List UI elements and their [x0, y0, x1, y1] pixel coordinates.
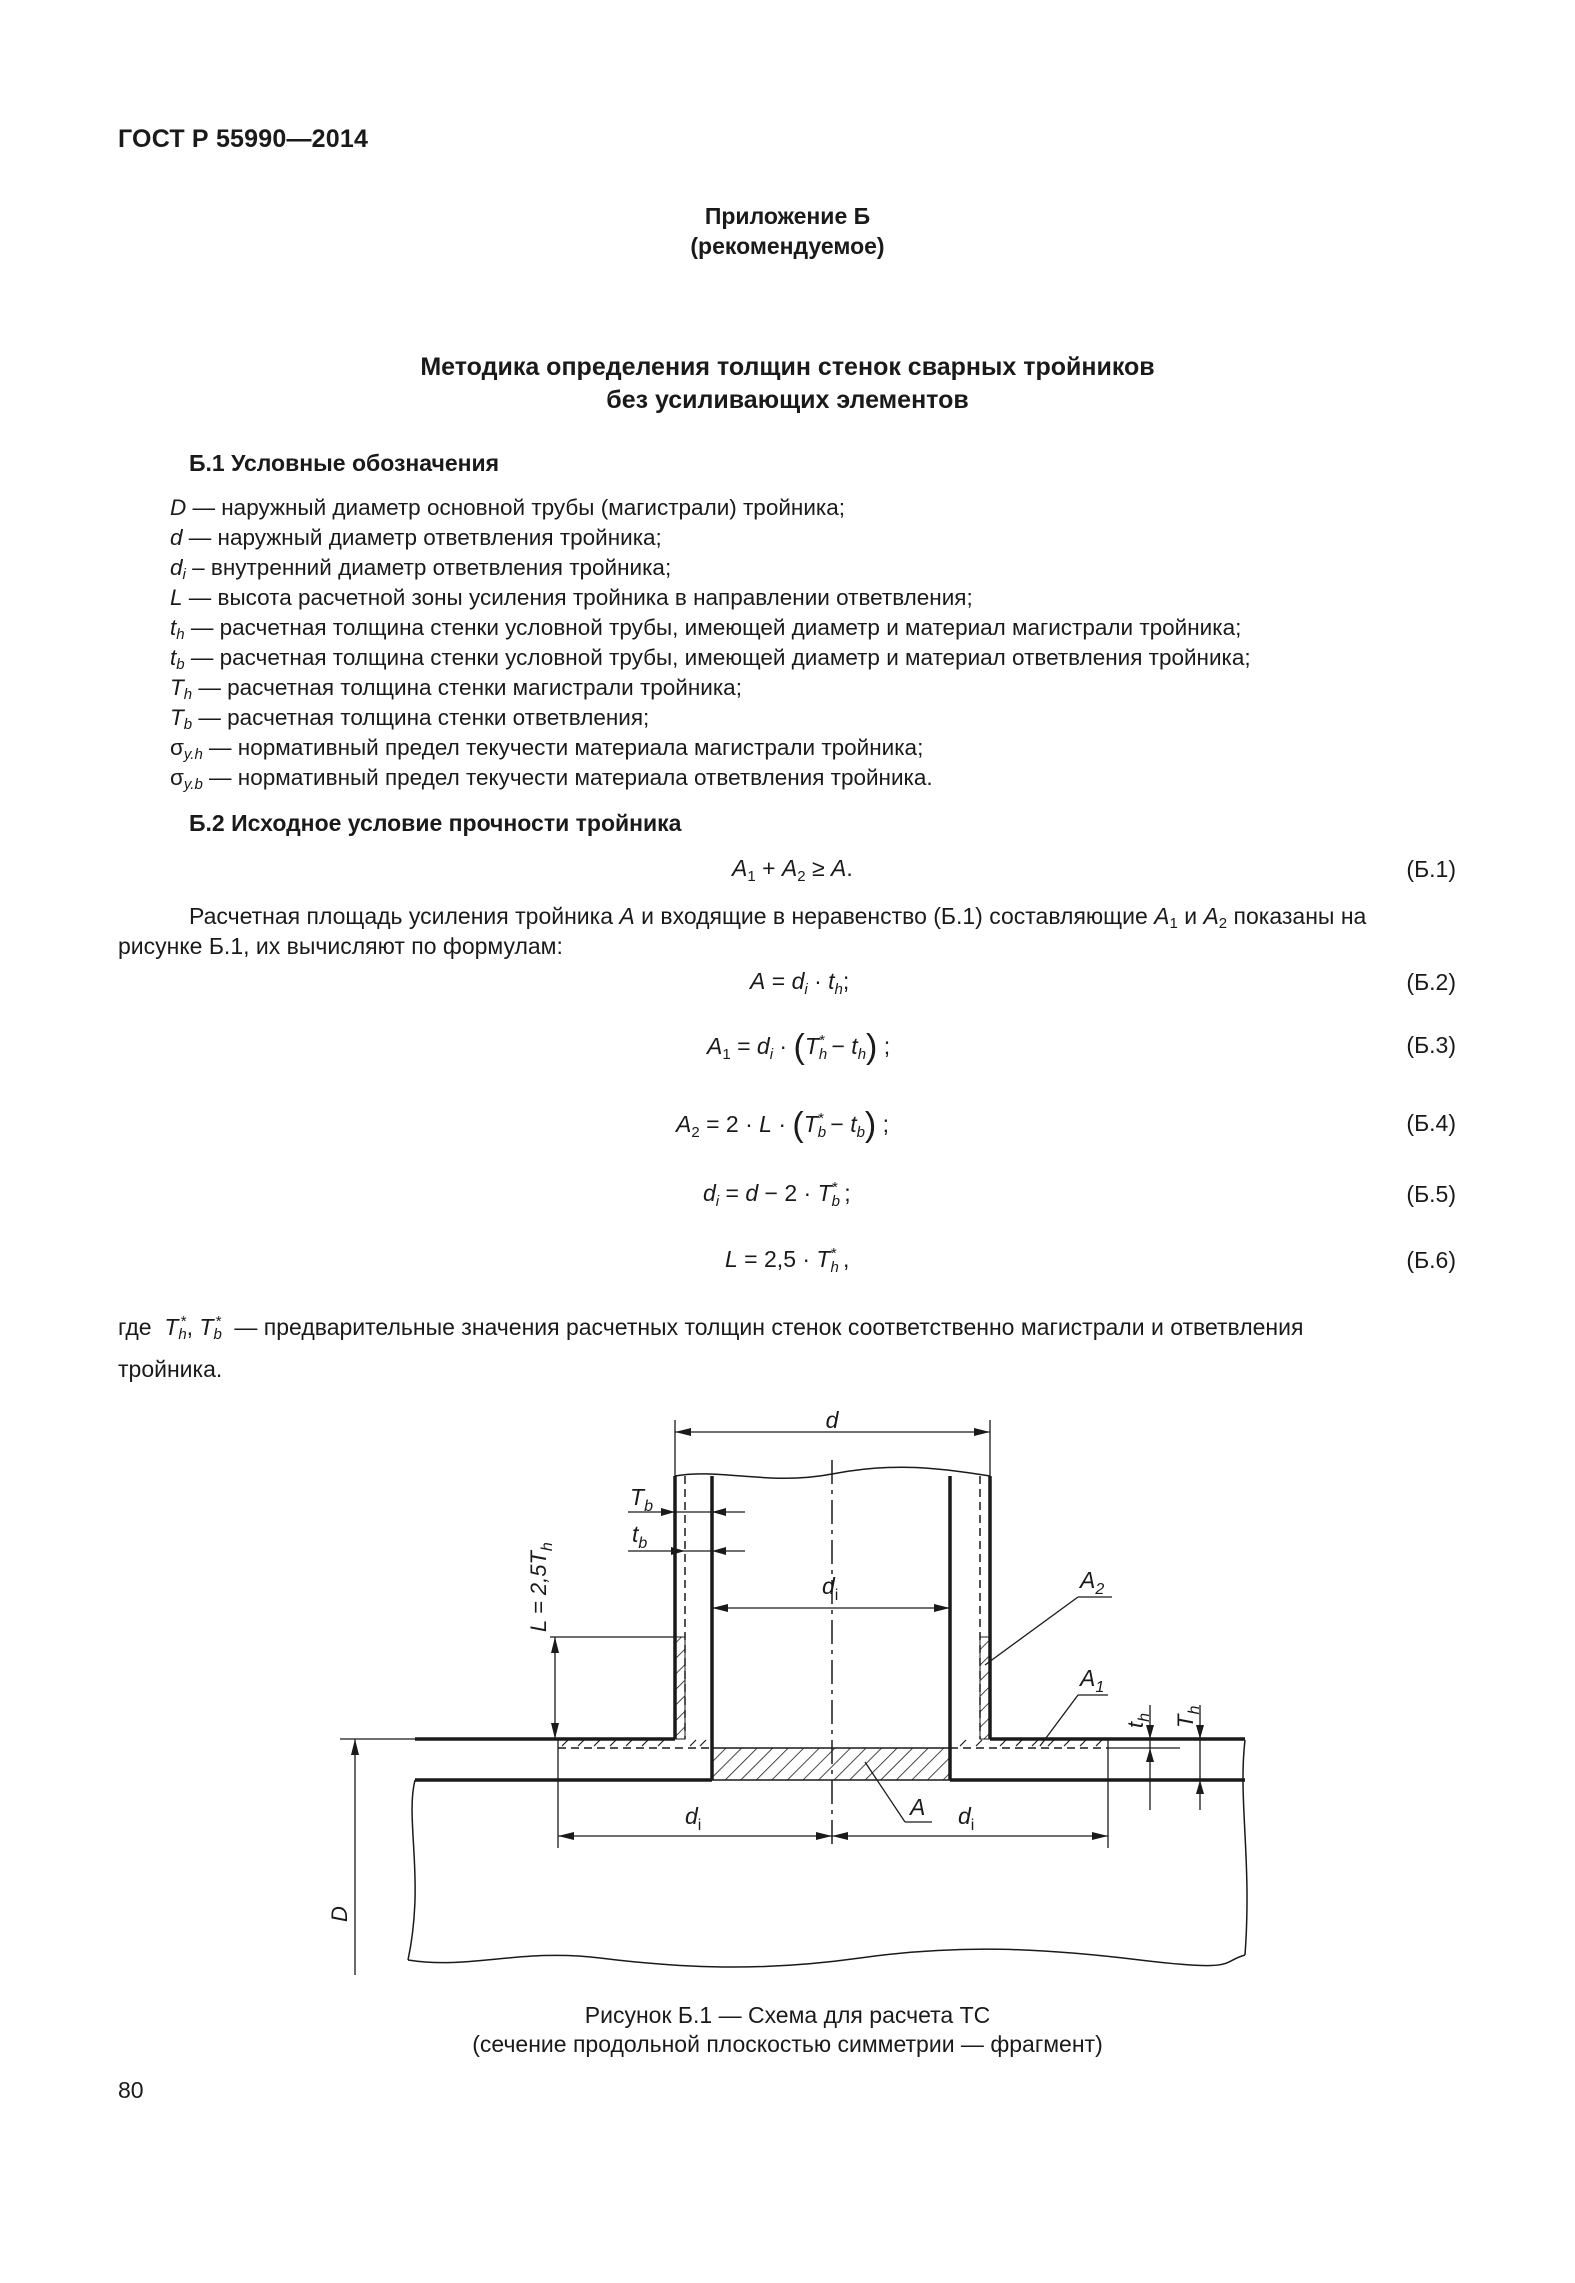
where-paragraph-line2: тройника. — [118, 1356, 223, 1382]
equation-b1: $A_1 + A_2 \ge A$. — [732, 855, 853, 885]
page-number: 80 — [118, 2077, 144, 2103]
dimension-L — [550, 1637, 675, 1739]
area-A2-left — [675, 1637, 685, 1739]
equation-b3: $A_1 = d_i \cdot (T_h^* - t_h)$ ; — [707, 1028, 891, 1066]
equation-b6: $L = 2,5 \cdot T_h^*$ , — [725, 1245, 850, 1276]
definition-item: $t_h$ — расчетная толщина стенки условной трубы, имеющей диаметр и материал магистрали тройника; — [170, 615, 1242, 643]
equation-b2: $A = d_i \cdot t_h$; — [750, 968, 850, 998]
label-A: A — [910, 1794, 926, 1820]
figure-caption-line2: (сечение продольной плоскостью симметрии — фрагмент) — [472, 2031, 1103, 2057]
equation-b4: $A_2 = 2 \cdot L \cdot (T_b^* - t_b)$ ; — [676, 1106, 890, 1144]
definition-item: $d_i$ – внутренний диаметр ответвления тройника; — [170, 555, 672, 583]
dimension-di-branch — [712, 1604, 950, 1612]
equation-number: (Б.6) — [1406, 1247, 1456, 1273]
label-di-branch: $d_i$ — [822, 1573, 839, 1604]
label-th: $t_h$ — [1123, 1712, 1153, 1728]
intro-paragraph: Расчетная площадь усиления тройника А и входящие в неравенство (Б.1) составляющие $А_1$ и $А_2$ показаны на — [189, 903, 1367, 932]
document-header: ГОСТ Р 55990—2014 — [118, 125, 369, 153]
definition-item: $T_h$ — расчетная толщина стенки магистрали тройника; — [170, 675, 742, 703]
label-Th: $T_h$ — [1173, 1705, 1203, 1728]
label-A2: $A_2$ — [1080, 1567, 1105, 1598]
area-A1-strips — [558, 1740, 1108, 1748]
equation-number: (Б.3) — [1406, 1032, 1456, 1058]
section1-title: Б.1 Условные обозначения — [189, 450, 500, 476]
section2-title: Б.2 Исходное условие прочности тройника — [189, 810, 682, 836]
equation-number: (Б.2) — [1406, 969, 1456, 995]
where-paragraph: где $T_h^*$, $T_b^*$ — предварительные значения расчетных толщин стенок соответственно магистрали и ответвления — [118, 1313, 1304, 1343]
leader-A2 — [985, 1597, 1112, 1665]
equation-number: (Б.5) — [1406, 1181, 1456, 1207]
equation-number: (Б.1) — [1406, 856, 1456, 882]
definition-item: $t_b$ — расчетная толщина стенки условной трубы, имеющей диаметр и материал ответвления тройника; — [170, 645, 1251, 673]
label-L: $L = 2,5T_h$ — [526, 1542, 556, 1632]
dimension-D — [340, 1739, 415, 1975]
equation-number: (Б.4) — [1406, 1110, 1456, 1136]
intro-paragraph-line2: рисунке Б.1, их вычисляют по формулам: — [118, 933, 563, 959]
annex-title: Приложение Б — [704, 203, 871, 229]
label-di-right: $d_i$ — [958, 1803, 975, 1834]
annex-subtitle: (рекомендуемое) — [690, 233, 885, 259]
area-A-hatch — [712, 1748, 950, 1780]
main-title-line1: Методика определения толщин стенок сварных тройников — [420, 353, 1155, 381]
definition-item: $T_b$ — расчетная толщина стенки ответвления; — [170, 705, 650, 733]
main-title-line2: без усиливающих элементов — [606, 386, 969, 414]
definition-item: D — наружный диаметр основной трубы (магистрали) тройника; — [170, 495, 846, 520]
definition-item: L — высота расчетной зоны усиления тройника в направлении ответвления; — [170, 585, 973, 610]
area-A2-right — [980, 1637, 990, 1739]
label-Tb: $T_b$ — [630, 1484, 653, 1515]
definition-item: $\sigma_{y.h}$ — нормативный предел текучести материала магистрали тройника; — [170, 735, 924, 763]
label-A1: $A_1$ — [1080, 1665, 1105, 1696]
label-di-left: $d_i$ — [685, 1803, 702, 1834]
label-D: D — [327, 1906, 352, 1922]
figure-caption-line1: Рисунок Б.1 — Схема для расчета ТС — [584, 2002, 991, 2028]
definition-item: d — наружный диаметр ответвления тройника; — [170, 525, 662, 550]
definition-item: $\sigma_{y.b}$ — нормативный предел текучести материала ответвления тройника. — [170, 765, 933, 793]
label-tb: $t_b$ — [632, 1521, 648, 1552]
label-d: d — [825, 1407, 839, 1433]
equation-b5: $d_i = d - 2 \cdot T_b^*$ ; — [703, 1179, 851, 1210]
